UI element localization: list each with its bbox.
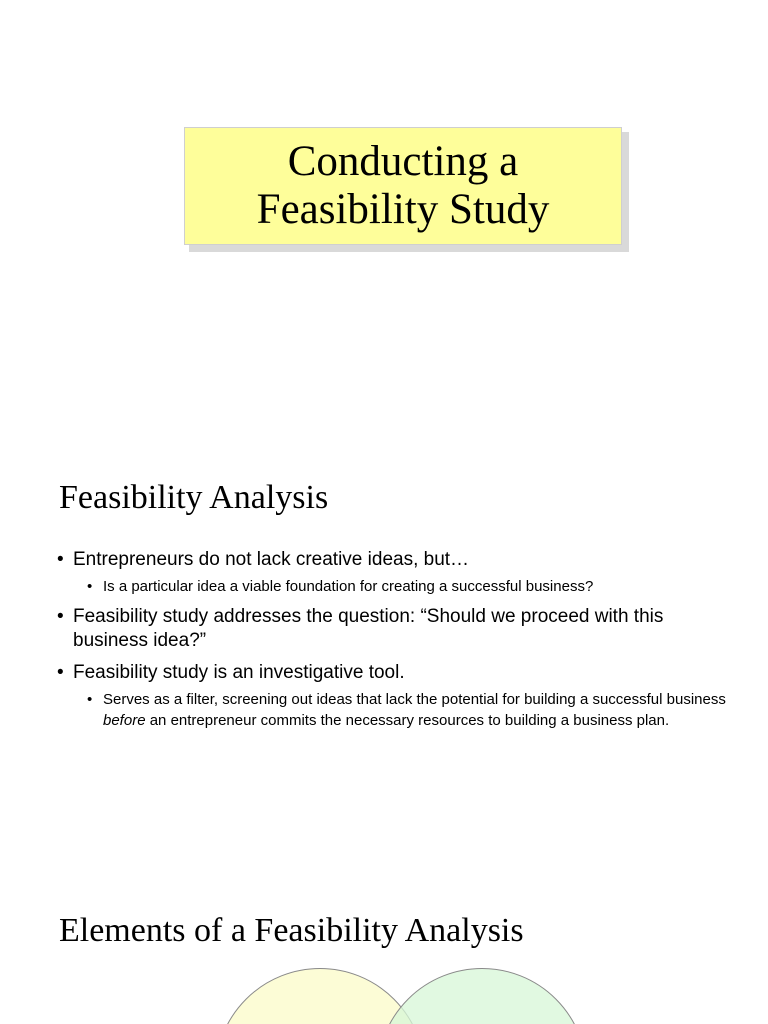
sub-bullet-text-end: an entrepreneur commits the necessary resources to building a business plan. [145, 712, 670, 729]
bullet-list [56, 548, 726, 739]
title-line-2: Feasibility Study [256, 186, 550, 233]
title-box [184, 127, 630, 253]
bullet-item: • Feasibility study is an investigative tool. [56, 661, 726, 685]
sub-bullet-italic-text: before [103, 712, 146, 729]
feasibility-analysis-heading: Feasibility Analysis [59, 479, 329, 516]
sub-bullet-item [56, 689, 726, 731]
sub-bullet-text-start: Serves as a filter, screening out ideas that lack the potential for building a successful business [103, 691, 726, 708]
bullet-item: • Feasibility study addresses the question: “Should we proceed with this business idea?” [56, 605, 726, 653]
elements-heading: Elements of a Feasibility Analysis [59, 912, 524, 949]
title-line-1: Conducting a [287, 138, 519, 185]
venn-circle-right [377, 968, 587, 1024]
sub-bullet-item: • Is a particular idea a viable foundation for creating a successful business? [56, 576, 726, 597]
title-box-panel [184, 127, 622, 245]
bullet-item: • Entrepreneurs do not lack creative ideas, but… [56, 548, 726, 572]
